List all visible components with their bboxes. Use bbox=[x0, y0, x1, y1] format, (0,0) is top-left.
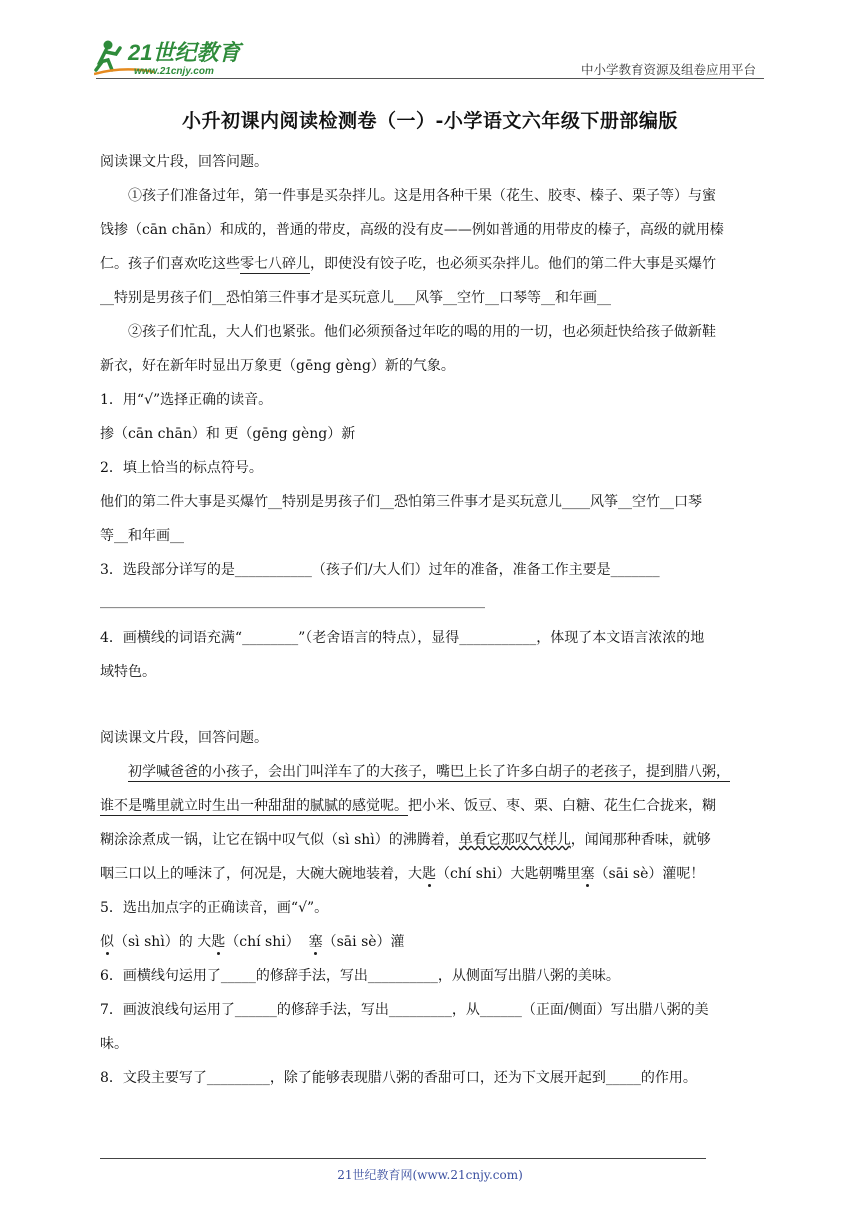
question-7-line2: 味。 bbox=[100, 1036, 128, 1052]
question-2-line1: 他们的第二件大事是买爆竹__特别是男孩子们__恐怕第三件事才是买玩意儿____风筝__空竹__口琴 bbox=[100, 494, 702, 510]
section1-para1-line4: __特别是男孩子们__恐怕第三件事才是买玩意儿___风筝__空竹__口琴等__和年画__ bbox=[100, 290, 611, 306]
dotted-char: 似 bbox=[100, 931, 114, 951]
section2-para-line4 bbox=[100, 863, 704, 883]
footer-divider bbox=[100, 1158, 706, 1159]
section2-para-line3 bbox=[100, 829, 711, 849]
section1-intro: 阅读课文片段，回答问题。 bbox=[100, 154, 268, 170]
text-run: 把小米、饭豆、枣、栗、白糖、花生仁合拢来，糊 bbox=[408, 798, 716, 814]
underlined-sentence: 初学喊爸爸的小孩子，会出门叫洋车了的大孩子，嘴巴上长了许多白胡子的老孩子，提到腊八粥， bbox=[128, 764, 730, 780]
text-run: 糊涂涂煮成一锅，让它在锅中叹气似（sì shì）的沸腾着， bbox=[100, 832, 459, 848]
section2-para-line2 bbox=[100, 795, 716, 815]
dotted-char: 匙 bbox=[211, 931, 225, 951]
text-run: 咽三口以上的唾沫了，何况是，大碗大碗地装着，大 bbox=[100, 866, 422, 882]
header-divider bbox=[96, 78, 764, 79]
section1-para2-line2: 新衣，好在新年时显出万象更（gēng gèng）新的气象。 bbox=[100, 358, 455, 374]
text-run: 仁。孩子们喜欢吃这些 bbox=[100, 256, 240, 272]
dotted-char: 塞 bbox=[580, 863, 594, 883]
text-run: （chí shi）大匙朝嘴里 bbox=[436, 866, 581, 882]
page-title: 小升初课内阅读检测卷（一）-小学语文六年级下册部编版 bbox=[182, 110, 678, 132]
question-5-options bbox=[100, 931, 405, 951]
underlined-phrase: 零七八碎儿 bbox=[240, 256, 310, 272]
question-8: 8．文段主要写了_________，除了能够表现腊八粥的香甜可口，还为下文展开起到_____的作用。 bbox=[100, 1070, 697, 1086]
text-run: （sāi sè）灌呢！ bbox=[594, 866, 705, 882]
question-2: 2．填上恰当的标点符号。 bbox=[100, 460, 263, 476]
logo-text: 21世纪教育 bbox=[128, 40, 241, 65]
question-2-line2: 等__和年画__ bbox=[100, 528, 184, 544]
text-run: （sì shì）的 大 bbox=[114, 934, 212, 950]
dotted-char: 匙 bbox=[422, 863, 436, 883]
question-3: 3．选段部分详写的是___________（孩子们/大人们）过年的准备，准备工作主要是_______ bbox=[100, 562, 660, 578]
text-run: （sāi sè）灌 bbox=[322, 934, 405, 950]
question-1: 1．用“√”选择正确的读音。 bbox=[100, 392, 273, 408]
question-1-options: 掺（cān chān）和 更（gēng gèng）新 bbox=[100, 426, 356, 442]
text-run: ，即使没有饺子吃，也必须买杂拌儿。他们的第二件大事是买爆竹 bbox=[310, 256, 716, 272]
question-3-answer-line: _______________________________________________________ bbox=[100, 593, 485, 609]
text-run: （chí shi） bbox=[225, 934, 309, 950]
logo-url: www.21cnjy.com bbox=[134, 66, 214, 77]
text-run: ，闻闻那种香味，就够 bbox=[570, 832, 711, 848]
section2-para-line1 bbox=[128, 761, 730, 781]
underlined-sentence: 谁不是嘴里就立时生出一种甜甜的腻腻的感觉呢。 bbox=[100, 798, 408, 814]
site-logo bbox=[94, 36, 264, 80]
section1-para2-line1: ②孩子们忙乱，大人们也紧张。他们必须预备过年吃的喝的用的一切，也必须赶快给孩子做新鞋 bbox=[128, 324, 716, 340]
footer-link[interactable]: 21世纪教育网(www.21cnjy.com) bbox=[337, 1168, 523, 1182]
wavy-underlined-phrase: 单看它那叹气样儿 bbox=[458, 832, 571, 848]
question-5: 5．选出加点字的正确读音，画“√”。 bbox=[100, 900, 329, 916]
question-4-line1: 4．画横线的词语充满“________”（老舍语言的特点），显得___________，体现了本文语言浓浓的地 bbox=[100, 630, 705, 646]
section1-para1-line3 bbox=[100, 253, 716, 273]
question-7-line1: 7．画波浪线句运用了______的修辞手法，写出_________，从______（正面/侧面）写出腊八粥的美 bbox=[100, 1002, 709, 1018]
platform-label: 中小学教育资源及组卷应用平台 bbox=[580, 62, 756, 77]
section1-para1-line2: 饯掺（cān chān）和成的，普通的带皮，高级的没有皮——例如普通的用带皮的榛子，高级的就用榛 bbox=[100, 222, 724, 238]
question-6: 6．画横线句运用了_____的修辞手法，写出__________，从侧面写出腊八粥的美味。 bbox=[100, 968, 620, 984]
section2-intro: 阅读课文片段，回答问题。 bbox=[100, 730, 268, 746]
question-4-line2: 域特色。 bbox=[100, 664, 156, 680]
section1-para1-line1: ①孩子们准备过年，第一件事是买杂拌儿。这是用各种干果（花生、胶枣、榛子、栗子等）与蜜 bbox=[128, 188, 716, 204]
dotted-char: 塞 bbox=[309, 931, 323, 951]
